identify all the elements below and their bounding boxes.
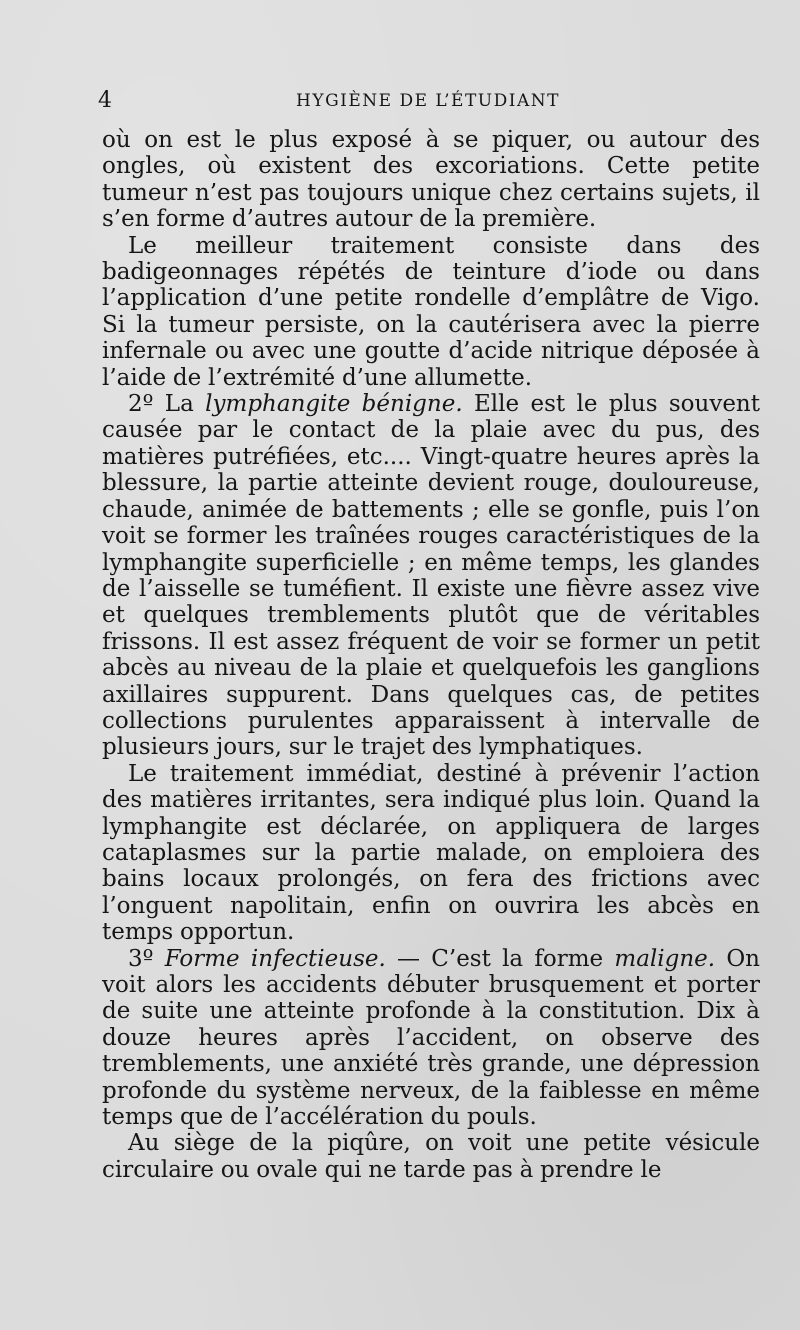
- paragraph-6: [102, 1130, 760, 1183]
- running-title: HYGIÈNE DE L’ÉTUDIANT: [296, 91, 560, 111]
- paragraph-5: [102, 946, 760, 1131]
- paragraph-text: Au siège de la piqûre, on voit une petite vésicule circulaire ou ovale qui ne tarde pas à prendre le: [102, 1130, 760, 1183]
- paragraph-text: Le meilleur traitement consiste dans des badigeonnages répétés de teinture d’iode ou dans l’application d’une petite rondelle d’emplâtre de Vigo. Si la tumeur persiste, on la cautérisera avec la pierre infernale ou avec une goutte d’acide nitrique déposée à l’aide de l’extrémité d’une allumette.: [102, 232, 760, 391]
- section-number: 2º La: [128, 391, 206, 418]
- paragraph-4: [102, 761, 760, 946]
- paragraph-text: Elle est le plus souvent causée par le contact de la plaie avec du pus, des matières putréfiées, etc.... Vingt-quatre heures après la blessure, la partie atteinte devient rouge, douloureuse, chaude, animée de battements ; elle se gonfle, puis l’on voit se former les traînées rouges caractéristiques de la lymphangite superficielle ; en même temps, les glandes de l’aisselle se tuméfient. Il existe une fièvre assez vive et quelques tremblements plutôt que de véritables frissons. Il est assez fréquent de voir se former un petit abcès au niveau de la plaie et quelquefois les ganglions axillaires suppurent. Dans quelques cas, de petites collections purulentes apparaissent à intervalle de plusieurs jours, sur le trajet des lymphatiques.: [102, 391, 760, 761]
- section-title-italic: lymphangite bénigne.: [205, 391, 463, 418]
- emphasis-italic: maligne.: [614, 945, 716, 972]
- page-number: 4: [98, 88, 112, 113]
- paragraph-text: Le traitement immédiat, destiné à prévenir l’action des matières irritantes, sera indiqué plus loin. Quand la lymphangite est déclarée, on appliquera de larges cataplasmes sur la partie malade, on emploiera des bains locaux prolongés, on fera des frictions avec l’onguent napolitain, enfin on ouvrira les abcès en temps opportun.: [102, 760, 760, 946]
- paragraph-1: [102, 127, 760, 233]
- section-number: 3º: [128, 945, 165, 972]
- running-header: [98, 88, 758, 114]
- paragraph-text: — C’est la forme: [385, 945, 615, 972]
- body-text: [102, 127, 760, 1183]
- paragraph-2: [102, 233, 760, 391]
- section-title-italic: Forme infectieuse.: [164, 945, 386, 972]
- paragraph-3: [102, 391, 760, 761]
- paragraph-text-continued: On voit alors les accidents débuter brusquement et porter de suite une atteinte profonde à la constitution. Dix à douze heures après l’accident, on observe des tremblements, une anxiété très grande, une dépression profonde du système nerveux, de la faiblesse en même temps que de l’accélération du pouls.: [102, 945, 760, 1131]
- paragraph-text: où on est le plus exposé à se piquer, ou autour des ongles, où existent des excoriations. Cette petite tumeur n’est pas toujours unique chez certains sujets, il s’en forme d’autres autour de la première.: [102, 127, 760, 233]
